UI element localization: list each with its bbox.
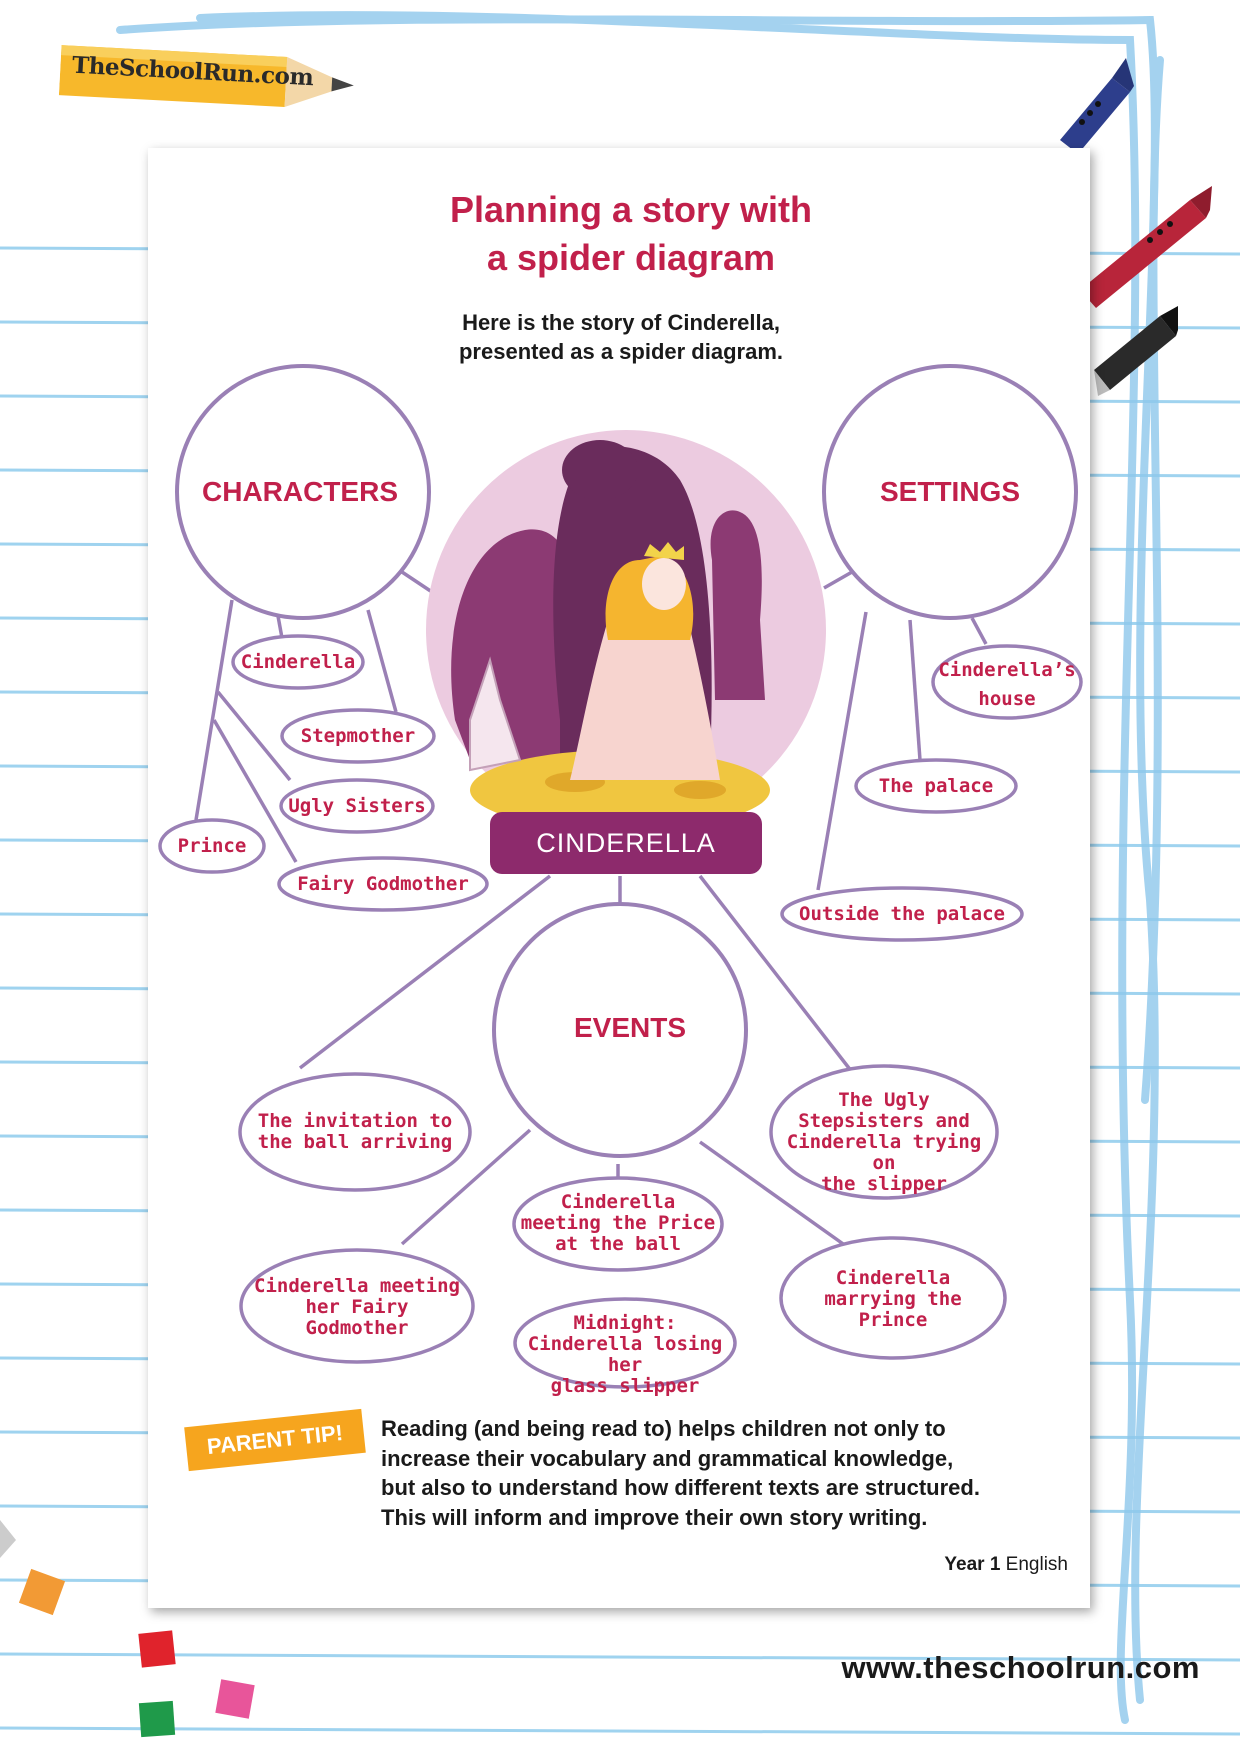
setting-outside-the-palace: Outside the palace [799,903,1005,925]
character-ugly-sisters: Ugly Sisters [288,795,426,817]
connector [402,572,432,592]
event-line: Midnight: [573,1312,677,1334]
event-line: glass slipper [550,1375,700,1397]
event-trying-slipper [774,1090,994,1195]
connector [196,600,232,820]
connector [218,692,290,780]
event-marrying-prince [793,1268,993,1331]
year-subject-label [900,1554,1068,1576]
setting-line: Cinderella’s [938,659,1076,681]
tip-line: increase their vocabulary and grammatical knowledge, [381,1445,954,1471]
event-line: Cinderella trying on [786,1131,982,1174]
event-meeting-godmother [247,1276,467,1339]
event-line: Cinderella [835,1267,951,1289]
character-stepmother: Stepmother [300,725,416,747]
event-line: at the ball [555,1233,681,1255]
parent-tip-badge: PARENT TIP! [184,1409,366,1471]
character-fairy-godmother: Fairy Godmother [297,873,469,895]
event-line: Cinderella [560,1191,676,1213]
setting-line: house [978,688,1036,710]
cinderella-illustration [426,430,826,830]
event-line: Cinderella meeting [254,1275,460,1297]
subject-label: English [1005,1554,1068,1575]
event-invitation [245,1111,465,1153]
event-line: Godmother [305,1317,409,1339]
tip-line: This will inform and improve their own story writing. [381,1504,928,1530]
tip-line: but also to understand how different texts are structured. [381,1475,980,1500]
intro-line-2: presented as a spider diagram. [458,339,784,364]
connector [818,612,866,890]
title-line-1: Planning a story with [449,189,813,230]
setting-cinderellas-house [933,656,1081,714]
event-line: meeting the Price [520,1212,716,1234]
settings-heading: SETTINGS [879,476,1020,507]
event-meeting-prince [516,1192,720,1255]
event-line: Cinderella losing her [527,1333,723,1376]
event-line: The invitation to [257,1110,453,1132]
event-line: her Fairy [305,1296,409,1318]
connector [910,620,920,760]
title-line-2: a spider diagram [486,237,776,278]
center-badge: CINDERELLA [490,812,762,874]
character-prince: Prince [177,835,247,857]
event-line: the ball arriving [257,1131,453,1153]
website-link[interactable]: www.theschoolrun.com [841,1650,1200,1685]
logo-text: TheSchoolRun.com [71,51,315,92]
characters-heading: CHARACTERS [202,476,398,507]
tip-line: Reading (and being read to) helps children not only to [381,1416,946,1441]
connector [972,618,986,644]
connector [368,610,396,712]
character-cinderella: Cinderella [240,651,356,673]
parent-tip-text [381,1414,1071,1532]
setting-the-palace: The palace [878,775,994,797]
event-midnight [515,1313,735,1397]
connector [278,616,282,638]
connector [824,572,852,588]
event-line: marrying the [824,1288,962,1310]
events-heading: EVENTS [573,1012,687,1043]
event-line: Stepsisters and [798,1110,970,1132]
event-line: Prince [858,1309,928,1331]
intro-text [148,308,1094,366]
page-title [148,186,1114,282]
event-line: the slipper [821,1173,947,1195]
event-line: The Ugly [838,1089,930,1111]
intro-line-1: Here is the story of Cinderella, [462,310,780,335]
year-label: Year 1 [944,1554,1001,1575]
